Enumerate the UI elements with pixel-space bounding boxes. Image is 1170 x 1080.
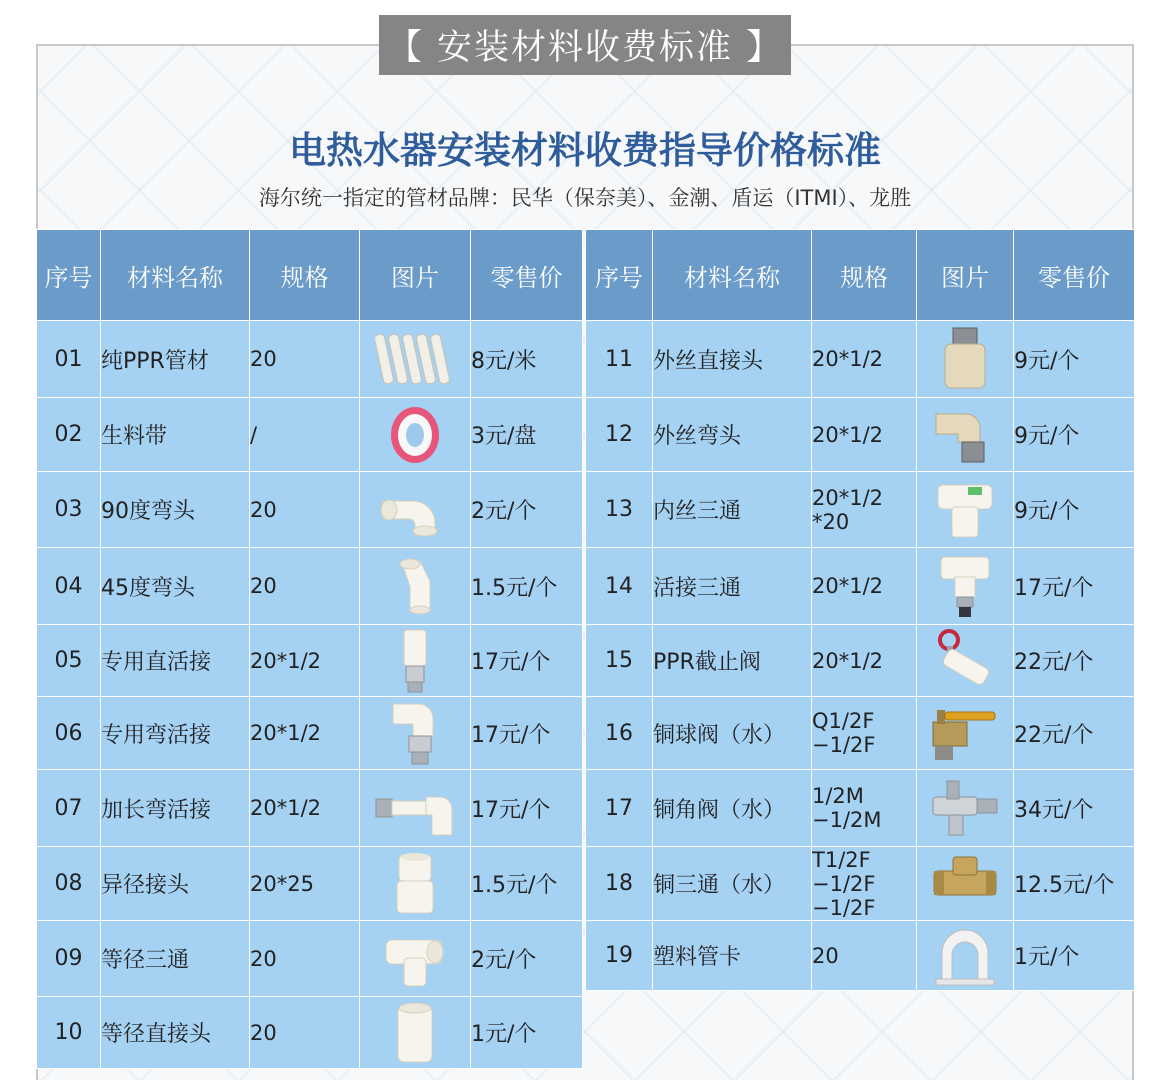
table-row	[37, 548, 583, 625]
table-row	[37, 398, 583, 472]
elbow-union-icon	[360, 700, 470, 766]
row-seq: 11	[586, 321, 653, 398]
retail-price: 2元/个	[471, 921, 583, 997]
material-name: 塑料管卡	[653, 921, 812, 991]
row-seq: 19	[586, 921, 653, 991]
image-cell	[360, 548, 471, 625]
retail-price: 9元/个	[1014, 398, 1135, 472]
spec-cell	[812, 625, 917, 697]
elbow-90-icon	[360, 479, 470, 541]
pipe-clip-icon	[917, 925, 1013, 987]
elbow-45-icon	[360, 555, 470, 617]
material-name: 铜角阀（水）	[653, 770, 812, 847]
image-cell	[360, 472, 471, 548]
image-cell	[360, 321, 471, 398]
image-cell	[360, 770, 471, 847]
stop-valve-icon	[917, 628, 1013, 694]
spec-line: 20*1/2	[812, 485, 884, 510]
material-name: 外丝直接头	[653, 321, 812, 398]
image-cell	[917, 847, 1014, 921]
material-name: 生料带	[101, 398, 250, 472]
row-seq: 05	[37, 625, 101, 697]
table-row	[37, 997, 583, 1069]
spec-cell	[250, 921, 360, 997]
material-name: 专用直活接	[101, 625, 250, 697]
material-name: 等径三通	[101, 921, 250, 997]
material-name: 加长弯活接	[101, 770, 250, 847]
retail-price: 1.5元/个	[471, 847, 583, 921]
table-row	[37, 697, 583, 770]
header-name: 材料名称	[653, 230, 812, 321]
image-cell	[360, 847, 471, 921]
spec-line: 20	[250, 347, 277, 371]
material-name: 内丝三通	[653, 472, 812, 548]
section-banner: 【 安装材料收费标准 】	[379, 15, 791, 75]
row-seq: 14	[586, 548, 653, 625]
image-cell	[917, 921, 1014, 991]
image-cell	[917, 625, 1014, 697]
header-image: 图片	[360, 230, 471, 321]
row-seq: 08	[37, 847, 101, 921]
material-name: 专用弯活接	[101, 697, 250, 770]
spec-cell	[250, 625, 360, 697]
equal-tee-icon	[360, 928, 470, 990]
row-seq: 10	[37, 997, 101, 1069]
copper-tee-icon	[917, 853, 1013, 915]
table-row	[37, 921, 583, 997]
table-row	[586, 625, 1135, 697]
spec-line: /	[250, 422, 258, 447]
spec-line: 20	[250, 574, 277, 598]
spec-cell	[812, 398, 917, 472]
row-seq: 13	[586, 472, 653, 548]
male-thread-coupling-icon	[917, 326, 1013, 392]
spec-cell	[250, 770, 360, 847]
image-cell	[360, 921, 471, 997]
material-name: 外丝弯头	[653, 398, 812, 472]
material-name: 45度弯头	[101, 548, 250, 625]
image-cell	[360, 697, 471, 770]
header-spec: 规格	[812, 230, 917, 321]
price-table-left	[36, 229, 583, 1069]
image-cell	[917, 398, 1014, 472]
spec-cell	[812, 697, 917, 770]
spec-line: 20*1/2	[812, 422, 884, 447]
page-title: 电热水器安装材料收费指导价格标准	[289, 129, 881, 172]
row-seq: 07	[37, 770, 101, 847]
spec-line: 20*1/2	[250, 796, 322, 820]
image-cell	[917, 472, 1014, 548]
spec-line: 20*1/2	[812, 574, 884, 598]
spec-cell	[812, 472, 917, 548]
table-row	[586, 472, 1135, 548]
spec-line: 20	[812, 943, 839, 968]
table-header-row	[586, 230, 1135, 321]
spec-line: −1/2F	[812, 871, 876, 896]
retail-price: 17元/个	[471, 697, 583, 770]
spec-line: 20*1/2	[250, 648, 322, 673]
row-seq: 06	[37, 697, 101, 770]
spec-line: 20	[250, 497, 277, 522]
spec-line: −1/2M	[812, 808, 882, 832]
spec-cell	[250, 697, 360, 770]
spec-line: 1/2M	[812, 784, 864, 808]
straight-union-icon	[360, 628, 470, 694]
header-image: 图片	[917, 230, 1014, 321]
image-cell	[917, 770, 1014, 847]
spec-cell	[812, 548, 917, 625]
table-row	[37, 472, 583, 548]
header-seq: 序号	[586, 230, 653, 321]
material-name: 纯PPR管材	[101, 321, 250, 398]
retail-price: 22元/个	[1014, 697, 1135, 770]
row-seq: 04	[37, 548, 101, 625]
reducer-icon	[360, 851, 470, 917]
image-cell	[917, 321, 1014, 398]
header-price: 零售价	[471, 230, 583, 321]
table-row	[586, 548, 1135, 625]
retail-price: 3元/盘	[471, 398, 583, 472]
angle-valve-icon	[917, 777, 1013, 839]
table-row	[37, 770, 583, 847]
image-cell	[917, 697, 1014, 770]
price-table-right	[585, 229, 1135, 991]
row-seq: 16	[586, 697, 653, 770]
long-elbow-union-icon	[360, 777, 470, 839]
row-seq: 18	[586, 847, 653, 921]
image-cell	[917, 548, 1014, 625]
table-row	[37, 625, 583, 697]
table-row	[37, 321, 583, 398]
spec-line: 20	[250, 1020, 277, 1045]
spec-line: −1/2F	[812, 733, 876, 757]
table-row	[586, 398, 1135, 472]
retail-price: 34元/个	[1014, 770, 1135, 847]
spec-cell	[812, 770, 917, 847]
row-seq: 17	[586, 770, 653, 847]
material-name: 90度弯头	[101, 472, 250, 548]
row-seq: 02	[37, 398, 101, 472]
table-row	[586, 770, 1135, 847]
header-seq: 序号	[37, 230, 101, 321]
spec-line: 20	[250, 946, 277, 971]
female-thread-tee-icon	[917, 479, 1013, 541]
retail-price: 2元/个	[471, 472, 583, 548]
union-tee-icon	[917, 553, 1013, 619]
header-name: 材料名称	[101, 230, 250, 321]
row-seq: 03	[37, 472, 101, 548]
table-row	[586, 697, 1135, 770]
retail-price: 17元/个	[471, 625, 583, 697]
spec-line: 20*1/2	[250, 721, 322, 745]
spec-line: 20*25	[250, 871, 314, 896]
material-name: PPR截止阀	[653, 625, 812, 697]
retail-price: 12.5元/个	[1014, 847, 1135, 921]
retail-price: 9元/个	[1014, 321, 1135, 398]
material-name: 等径直接头	[101, 997, 250, 1069]
spec-line: 20*1/2	[812, 347, 884, 371]
spec-line: *20	[812, 509, 850, 534]
material-name: 铜三通（水）	[653, 847, 812, 921]
row-seq: 09	[37, 921, 101, 997]
spec-cell	[812, 321, 917, 398]
row-seq: 15	[586, 625, 653, 697]
brand-note: 海尔统一指定的管材品牌：民华（保奈美）、金潮、盾运（ITMI）、龙胜	[258, 186, 912, 210]
table-header-row	[37, 230, 583, 321]
table-row	[37, 847, 583, 921]
spec-cell	[250, 997, 360, 1069]
header-price: 零售价	[1014, 230, 1135, 321]
male-thread-elbow-icon	[917, 404, 1013, 466]
spec-cell	[250, 398, 360, 472]
spec-cell	[812, 847, 917, 921]
ptfe-tape-icon	[360, 404, 470, 466]
spec-cell	[812, 921, 917, 991]
table-row	[586, 921, 1135, 991]
retail-price: 22元/个	[1014, 625, 1135, 697]
header-spec: 规格	[250, 230, 360, 321]
image-cell	[360, 625, 471, 697]
material-name: 铜球阀（水）	[653, 697, 812, 770]
spec-line: 20*1/2	[812, 648, 884, 673]
spec-cell	[250, 548, 360, 625]
spec-cell	[250, 847, 360, 921]
material-name: 活接三通	[653, 548, 812, 625]
table-row	[586, 847, 1135, 921]
retail-price: 9元/个	[1014, 472, 1135, 548]
spec-line: Q1/2F	[812, 709, 875, 733]
retail-price: 8元/米	[471, 321, 583, 398]
row-seq: 12	[586, 398, 653, 472]
equal-coupling-icon	[360, 1000, 470, 1066]
retail-price: 17元/个	[471, 770, 583, 847]
retail-price: 1元/个	[471, 997, 583, 1069]
ppr-pipes-icon	[360, 328, 470, 390]
material-name: 异径接头	[101, 847, 250, 921]
table-row	[586, 321, 1135, 398]
spec-line: −1/2F	[812, 895, 876, 920]
copper-ball-valve-icon	[917, 702, 1013, 764]
row-seq: 01	[37, 321, 101, 398]
retail-price: 1元/个	[1014, 921, 1135, 991]
spec-cell	[250, 472, 360, 548]
image-cell	[360, 398, 471, 472]
spec-cell	[250, 321, 360, 398]
retail-price: 1.5元/个	[471, 548, 583, 625]
spec-line: T1/2F	[812, 847, 871, 872]
retail-price: 17元/个	[1014, 548, 1135, 625]
image-cell	[360, 997, 471, 1069]
